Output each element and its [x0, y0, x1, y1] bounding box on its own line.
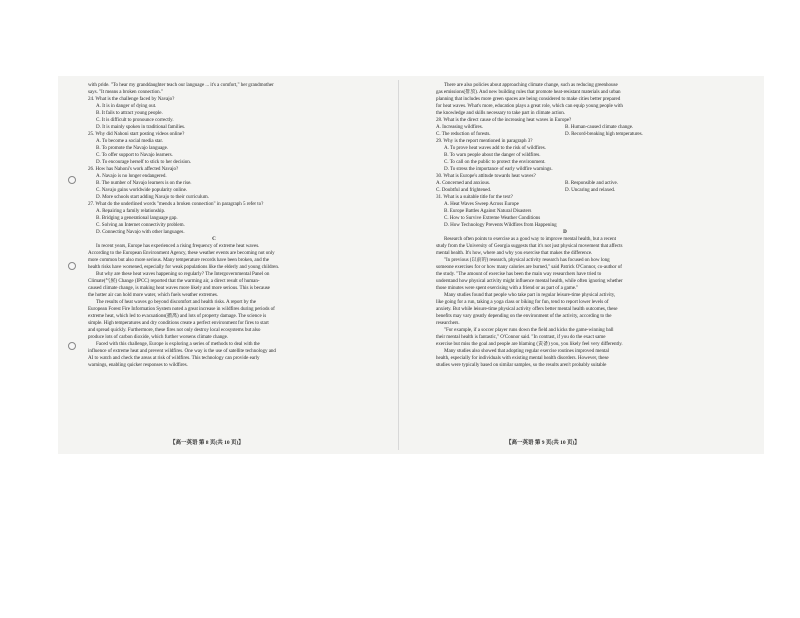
option-row [436, 131, 694, 138]
question-line: 31. What is a suitable title for the text? [436, 194, 513, 200]
option-line: A. It is in danger of dying out. [96, 103, 157, 109]
text-line: According to the European Environment Agency, these weather events are becoming not only [88, 250, 275, 256]
text-line: influence of extreme heat and prevent wildfires. One way is the use of satellite technology and [88, 348, 276, 354]
paragraph-start: But why are these heat waves happening so regularly? The Intergovernmental Panel on [96, 271, 270, 277]
paragraph-start: Research often points to exercise as a good way to improve mental health, but a recent [444, 236, 616, 242]
paragraph-start: The results of heat waves go beyond discomfort and health risks. A report by the [96, 299, 256, 305]
text-line: mental health. It's how, where and why you exercise that makes the difference. [436, 250, 593, 256]
option-text: B. Human-caused climate change. [565, 124, 634, 130]
text-line: the hotter air can hold more water, which fuels weather extremes. [88, 292, 219, 298]
text-line: extreme heat, which led to evacuations(撤离) and lots of property damage. The science is [88, 313, 267, 319]
text-line: anxiety. But while leisure-time physical activity offers better mental health outcomes, these [436, 306, 618, 312]
paragraph-start: In recent years, Europe has experienced a rising frequency of extreme heat waves. [96, 243, 260, 249]
text-line: studies were typically based on similar samples, so the results aren't probably suitable [436, 362, 607, 368]
option-text: C. Doubtful and frightened. [436, 187, 492, 193]
option-line: C. It is difficult to pronounce correctly. [96, 117, 174, 123]
text-line: those minutes were spent exercising with a friend or as part of a game." [436, 285, 579, 291]
binding-hole-1 [68, 176, 76, 184]
text-line: with pride. "To hear my granddaughter teach our language ... it's a comfort," her grandmother [88, 82, 274, 88]
text-line: health risks have worsened, especially for weak populations like the elderly and young children. [88, 264, 280, 270]
option-line: A. Navajo is no longer endangered. [96, 173, 167, 179]
option-line: A. To become a social media star. [96, 138, 163, 144]
paragraph-start: "For example, if a soccer player runs down the field and kicks the game-winning ball [444, 327, 614, 333]
option-text: D. Record-breaking high temperatures. [565, 131, 643, 137]
text-line: Climate(气候) Change (IPCC) reported that the warming air, a direct result of human- [88, 278, 260, 284]
option-text: B. Responsible and active. [565, 180, 618, 186]
text-line: produce lots of carbon dioxide, which further worsens climate change. [88, 334, 229, 340]
option-line: C. To call on the public to protect the environment. [444, 159, 546, 165]
paragraph-start: Many studies found that people who take part in regular leisure-time physical activity, [444, 292, 616, 298]
left-page-column [88, 82, 340, 442]
option-row [436, 187, 694, 194]
paragraph-start: There are also policies about approaching climate change, such as reducing greenhouse [444, 82, 618, 88]
text-line: gas emissions(排放). And new building rules that promote heat-resistant materials and urban [436, 89, 621, 95]
question-line: 24. What is the challenge faced by Navajo? [88, 96, 175, 102]
text-line: exercise but miss the goal and people are blaming (责备) you, you likely feel very differently. [436, 341, 623, 347]
text-line: simple. High temperatures and dry conditions create a perfect environment for fires to start [88, 320, 269, 326]
option-text: C. The reduction of forests. [436, 131, 491, 137]
binding-hole-3 [68, 342, 76, 350]
option-line: B. The number of Navajo learners is on the rise. [96, 180, 192, 186]
option-row [436, 124, 694, 131]
paragraph-start: Many studies also showed that adopting regular exercise routines improved mental [444, 348, 609, 354]
question-line: 26. How has Nahoni's work affected Navajo? [88, 166, 179, 172]
text-line: for heat waves. What's more, education plays a great role, which can equip young people with [436, 103, 623, 109]
paragraph-start: Faced with this challenge, Europe is exploring a series of methods to deal with the [96, 341, 260, 347]
text-line: planning that includes more green spaces are being considered to make cities better prepared [436, 96, 621, 102]
option-line: D. More schools start adding Navajo to their curriculum. [96, 194, 209, 200]
option-line: A. Repairing a family relationship. [96, 208, 166, 214]
option-line: C. Solving an Internet connectivity problem. [96, 222, 185, 228]
question-line: 28. What is the direct cause of the increasing heat waves in Europe? [436, 117, 572, 123]
text-line: researchers. [436, 320, 460, 326]
binding-hole-2 [68, 262, 76, 270]
text-line: someone exercises for or how many calories are burned," said Patrick O'Connor, co-author of [436, 264, 622, 270]
page-fold-line [398, 80, 399, 450]
option-line: D. To stress the importance of early wildfire warnings. [444, 166, 553, 172]
option-line: B. Europe Battles Against Natural Disasters [444, 208, 532, 214]
text-line: AI to watch and check the areas at risk of wildfires. This technology can provide early [88, 355, 260, 361]
text-line: more common but also more serious. Many temperature records have been broken, and the [88, 257, 269, 263]
text-line: the study. "The amount of exercise has been the main way researchers have tried to [436, 271, 602, 277]
option-text: A. Concerned and anxious. [436, 180, 491, 186]
option-row [436, 180, 694, 187]
option-line: B. Bridging a generational language gap. [96, 215, 178, 221]
text-line: warnings, enabling quicker responses to wildfires. [88, 362, 188, 368]
text-line: says. "It means a broken connection." [88, 89, 163, 95]
text-line: the knowledge and skills necessary to take part in climate action. [436, 110, 565, 116]
text-line: understand how physical activity might influence mental health, while often ignoring whether [436, 278, 623, 284]
option-text: A. Increasing wildfires. [436, 124, 483, 130]
section-heading: C [212, 236, 216, 242]
question-line: 29. Why is the report mentioned in paragraph 3? [436, 138, 533, 144]
option-line: D. Connecting Navajo with other languages. [96, 229, 185, 235]
text-line: their mental health is fantastic," O'Connor said. "In contrast, if you do the exact same [436, 334, 606, 340]
text-line: benefits may vary greatly depending on the environment of the activity, according to the [436, 313, 612, 319]
option-line: D. How Technology Prevents Wildfires from Happening [444, 222, 557, 228]
text-line: like going for a run, taking a yoga class or biking for fun, tend to report lower levels of [436, 299, 609, 305]
text-line: and spread quickly. Furthermore, these fires not only destroy local ecosystems but also [88, 327, 261, 333]
question-line: 25. Why did Nahoni start posting videos online? [88, 131, 185, 137]
option-line: B. To promote the Navajo language. [96, 145, 169, 151]
left-page-footer: 【高一英语 第 8 页(共 10 页)】 [170, 440, 244, 446]
option-line: A. Heat Waves Sweep Across Europe [444, 201, 519, 207]
option-line: D. To encourage herself to stick to her decision. [96, 159, 191, 165]
text-line: European Forest Fire Information System noted a great increase in wildfires during periods of [88, 306, 275, 312]
text-line: caused climate change, is making heat waves more likely and more serious. This is because [88, 285, 270, 291]
option-line: B. To warn people about the danger of wildfires. [444, 152, 541, 158]
text-line: study from the University of Georgia suggests that it's not just physical movement that affects [436, 243, 623, 249]
option-line: B. It fails to attract young people. [96, 110, 163, 116]
option-text: D. Uncaring and relaxed. [565, 187, 616, 193]
text-line: health, especially for individuals with existing mental health disorders. However, these [436, 355, 609, 361]
option-line: C. To offer support to Navajo learners. [96, 152, 173, 158]
paragraph-start: "In previous (以前的) research, physical activity research has focused on how long [444, 257, 610, 263]
option-line: A. To prove heat waves add to the risk of wildfires. [444, 145, 546, 151]
right-page-column [436, 82, 694, 442]
option-line: D. It is mainly spoken in traditional families. [96, 124, 186, 130]
option-line: C. How to Survive Extreme Weather Conditions [444, 215, 541, 221]
right-page-footer: 【高一英语 第 9 页(共 10 页)】 [506, 440, 580, 446]
section-heading: D [563, 229, 567, 235]
question-line: 27. What do the underlined words "mends a broken connection" in paragraph 5 refer to? [88, 201, 264, 207]
question-line: 30. What is Europe's attitude towards heat waves? [436, 173, 536, 179]
option-line: C. Navajo gains worldwide popularity online. [96, 187, 188, 193]
